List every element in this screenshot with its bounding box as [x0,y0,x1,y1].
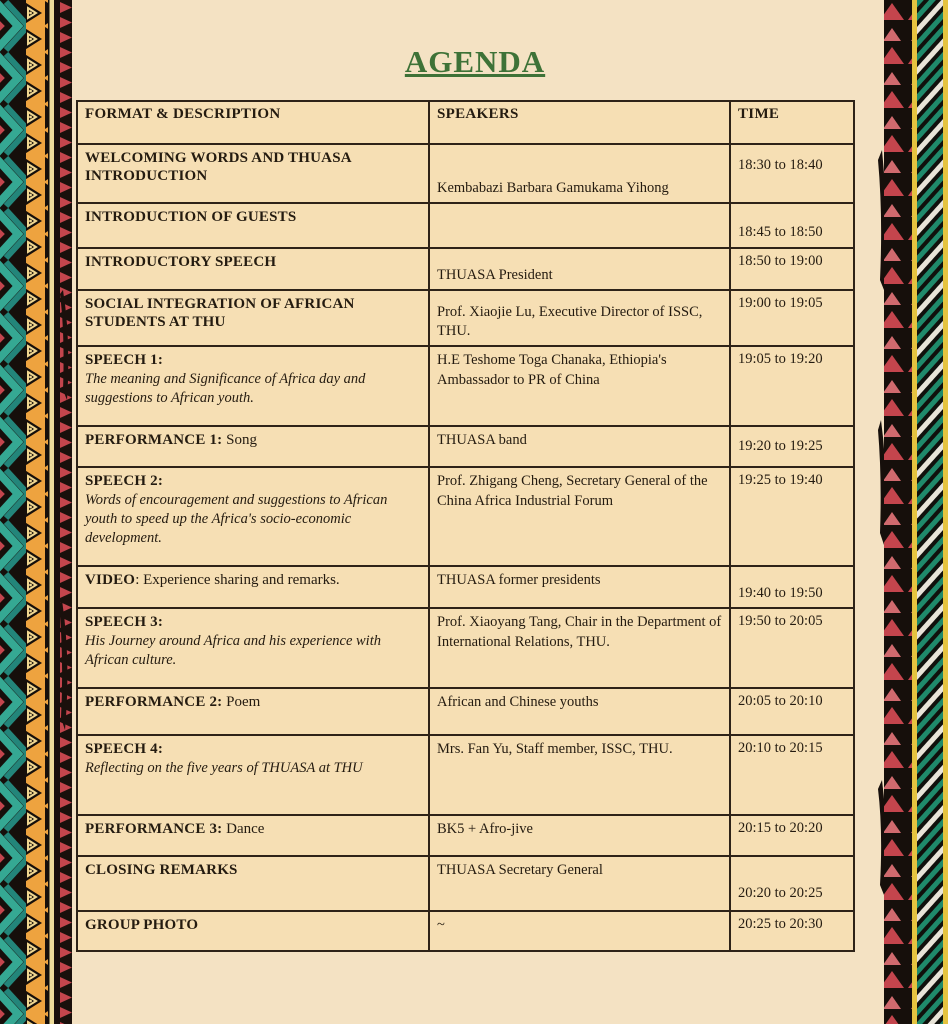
format-title: INTRODUCTION OF GUESTS [85,209,297,225]
speaker-cell: Kembabazi Barbara Gamukama Yihong [429,144,730,203]
format-title: SPEECH 2: [85,473,164,489]
time-cell: 20:05 to 20:10 [730,688,854,735]
agenda-row [77,290,854,346]
time-cell: 19:50 to 20:05 [730,608,854,688]
speaker-cell [429,203,730,248]
format-title: CLOSING REMARKS [85,862,238,878]
format-cell [77,144,429,203]
agenda-row [77,144,854,203]
format-title: PERFORMANCE 1: [85,432,223,448]
column-header-format: FORMAT & DESCRIPTION [77,101,429,144]
format-cell: VIDEO: Experience sharing and remarks. [77,566,429,608]
format-detail: The meaning and Significance of Africa day and suggestions to African youth. [85,371,366,406]
format-cell: PERFORMANCE 1: Song [77,426,429,467]
left-border-pattern [0,0,72,1024]
time-cell: 18:45 to 18:50 [730,203,854,248]
agenda-row [77,346,854,426]
agenda-row [77,608,854,688]
format-cell [77,203,429,248]
column-header-speakers: SPEAKERS [429,101,730,144]
format-cell [77,608,429,688]
format-title: WELCOMING WORDS AND THUASA INTRODUCTION [85,150,351,184]
format-title: VIDEO [85,572,136,588]
speaker-cell: Mrs. Fan Yu, Staff member, ISSC, THU. [429,735,730,815]
speaker-cell: ~ [429,911,730,951]
agenda-document [72,0,878,1024]
format-title: GROUP PHOTO [85,917,199,933]
speaker-cell: THUASA former presidents [429,566,730,608]
time-cell: 19:05 to 19:20 [730,346,854,426]
agenda-row [77,856,854,911]
format-cell [77,346,429,426]
format-cell: PERFORMANCE 3: Dance [77,815,429,856]
agenda-row [77,815,854,856]
agenda-row [77,426,854,467]
agenda-row [77,203,854,248]
format-title: INTRODUCTORY SPEECH [85,254,277,270]
speaker-cell: BK5 + Afro-jive [429,815,730,856]
column-header-time: TIME [730,101,854,144]
speaker-cell: Prof. Zhigang Cheng, Secretary General of the China Africa Industrial Forum [429,467,730,566]
speaker-cell: THUASA President [429,248,730,290]
agenda-row [77,248,854,290]
format-detail: Words of encouragement and suggestions to African youth to speed up the Africa's socio-economic development. [85,492,388,546]
speaker-cell: Prof. Xiaoyang Tang, Chair in the Department of International Relations, THU. [429,608,730,688]
format-title: SPEECH 1: [85,352,164,368]
format-title: PERFORMANCE 3: [85,821,223,837]
agenda-row [77,911,854,951]
time-cell: 20:20 to 20:25 [730,856,854,911]
format-cell [77,856,429,911]
format-detail: Reflecting on the five years of THUASA at THU [85,760,363,776]
time-cell: 20:10 to 20:15 [730,735,854,815]
format-title: SPEECH 3: [85,614,164,630]
format-cell [77,467,429,566]
speaker-cell: THUASA band [429,426,730,467]
agenda-row [77,688,854,735]
format-cell: PERFORMANCE 2: Poem [77,688,429,735]
time-cell: 19:25 to 19:40 [730,467,854,566]
time-cell: 20:15 to 20:20 [730,815,854,856]
format-title: SOCIAL INTEGRATION OF AFRICAN STUDENTS AT THU [85,296,355,330]
right-border-pattern [878,0,948,1024]
speaker-cell: Prof. Xiaojie Lu, Executive Director of ISSC, THU. [429,290,730,346]
agenda-table [76,100,855,952]
format-cell [77,290,429,346]
format-title: SPEECH 4: [85,741,164,757]
format-cell [77,735,429,815]
speaker-cell: THUASA Secretary General [429,856,730,911]
format-cell [77,911,429,951]
agenda-row [77,566,854,608]
header-row [77,101,854,144]
time-cell: 19:40 to 19:50 [730,566,854,608]
agenda-row [77,467,854,566]
time-cell: 18:30 to 18:40 [730,144,854,203]
page-title: AGENDA [404,44,546,79]
time-cell: 18:50 to 19:00 [730,248,854,290]
agenda-row [77,735,854,815]
format-title: PERFORMANCE 2: [85,694,223,710]
format-cell [77,248,429,290]
time-cell: 20:25 to 20:30 [730,911,854,951]
time-cell: 19:00 to 19:05 [730,290,854,346]
speaker-cell: African and Chinese youths [429,688,730,735]
speaker-cell: H.E Teshome Toga Chanaka, Ethiopia's Ambassador to PR of China [429,346,730,426]
time-cell: 19:20 to 19:25 [730,426,854,467]
format-detail: His Journey around Africa and his experience with African culture. [85,633,381,668]
